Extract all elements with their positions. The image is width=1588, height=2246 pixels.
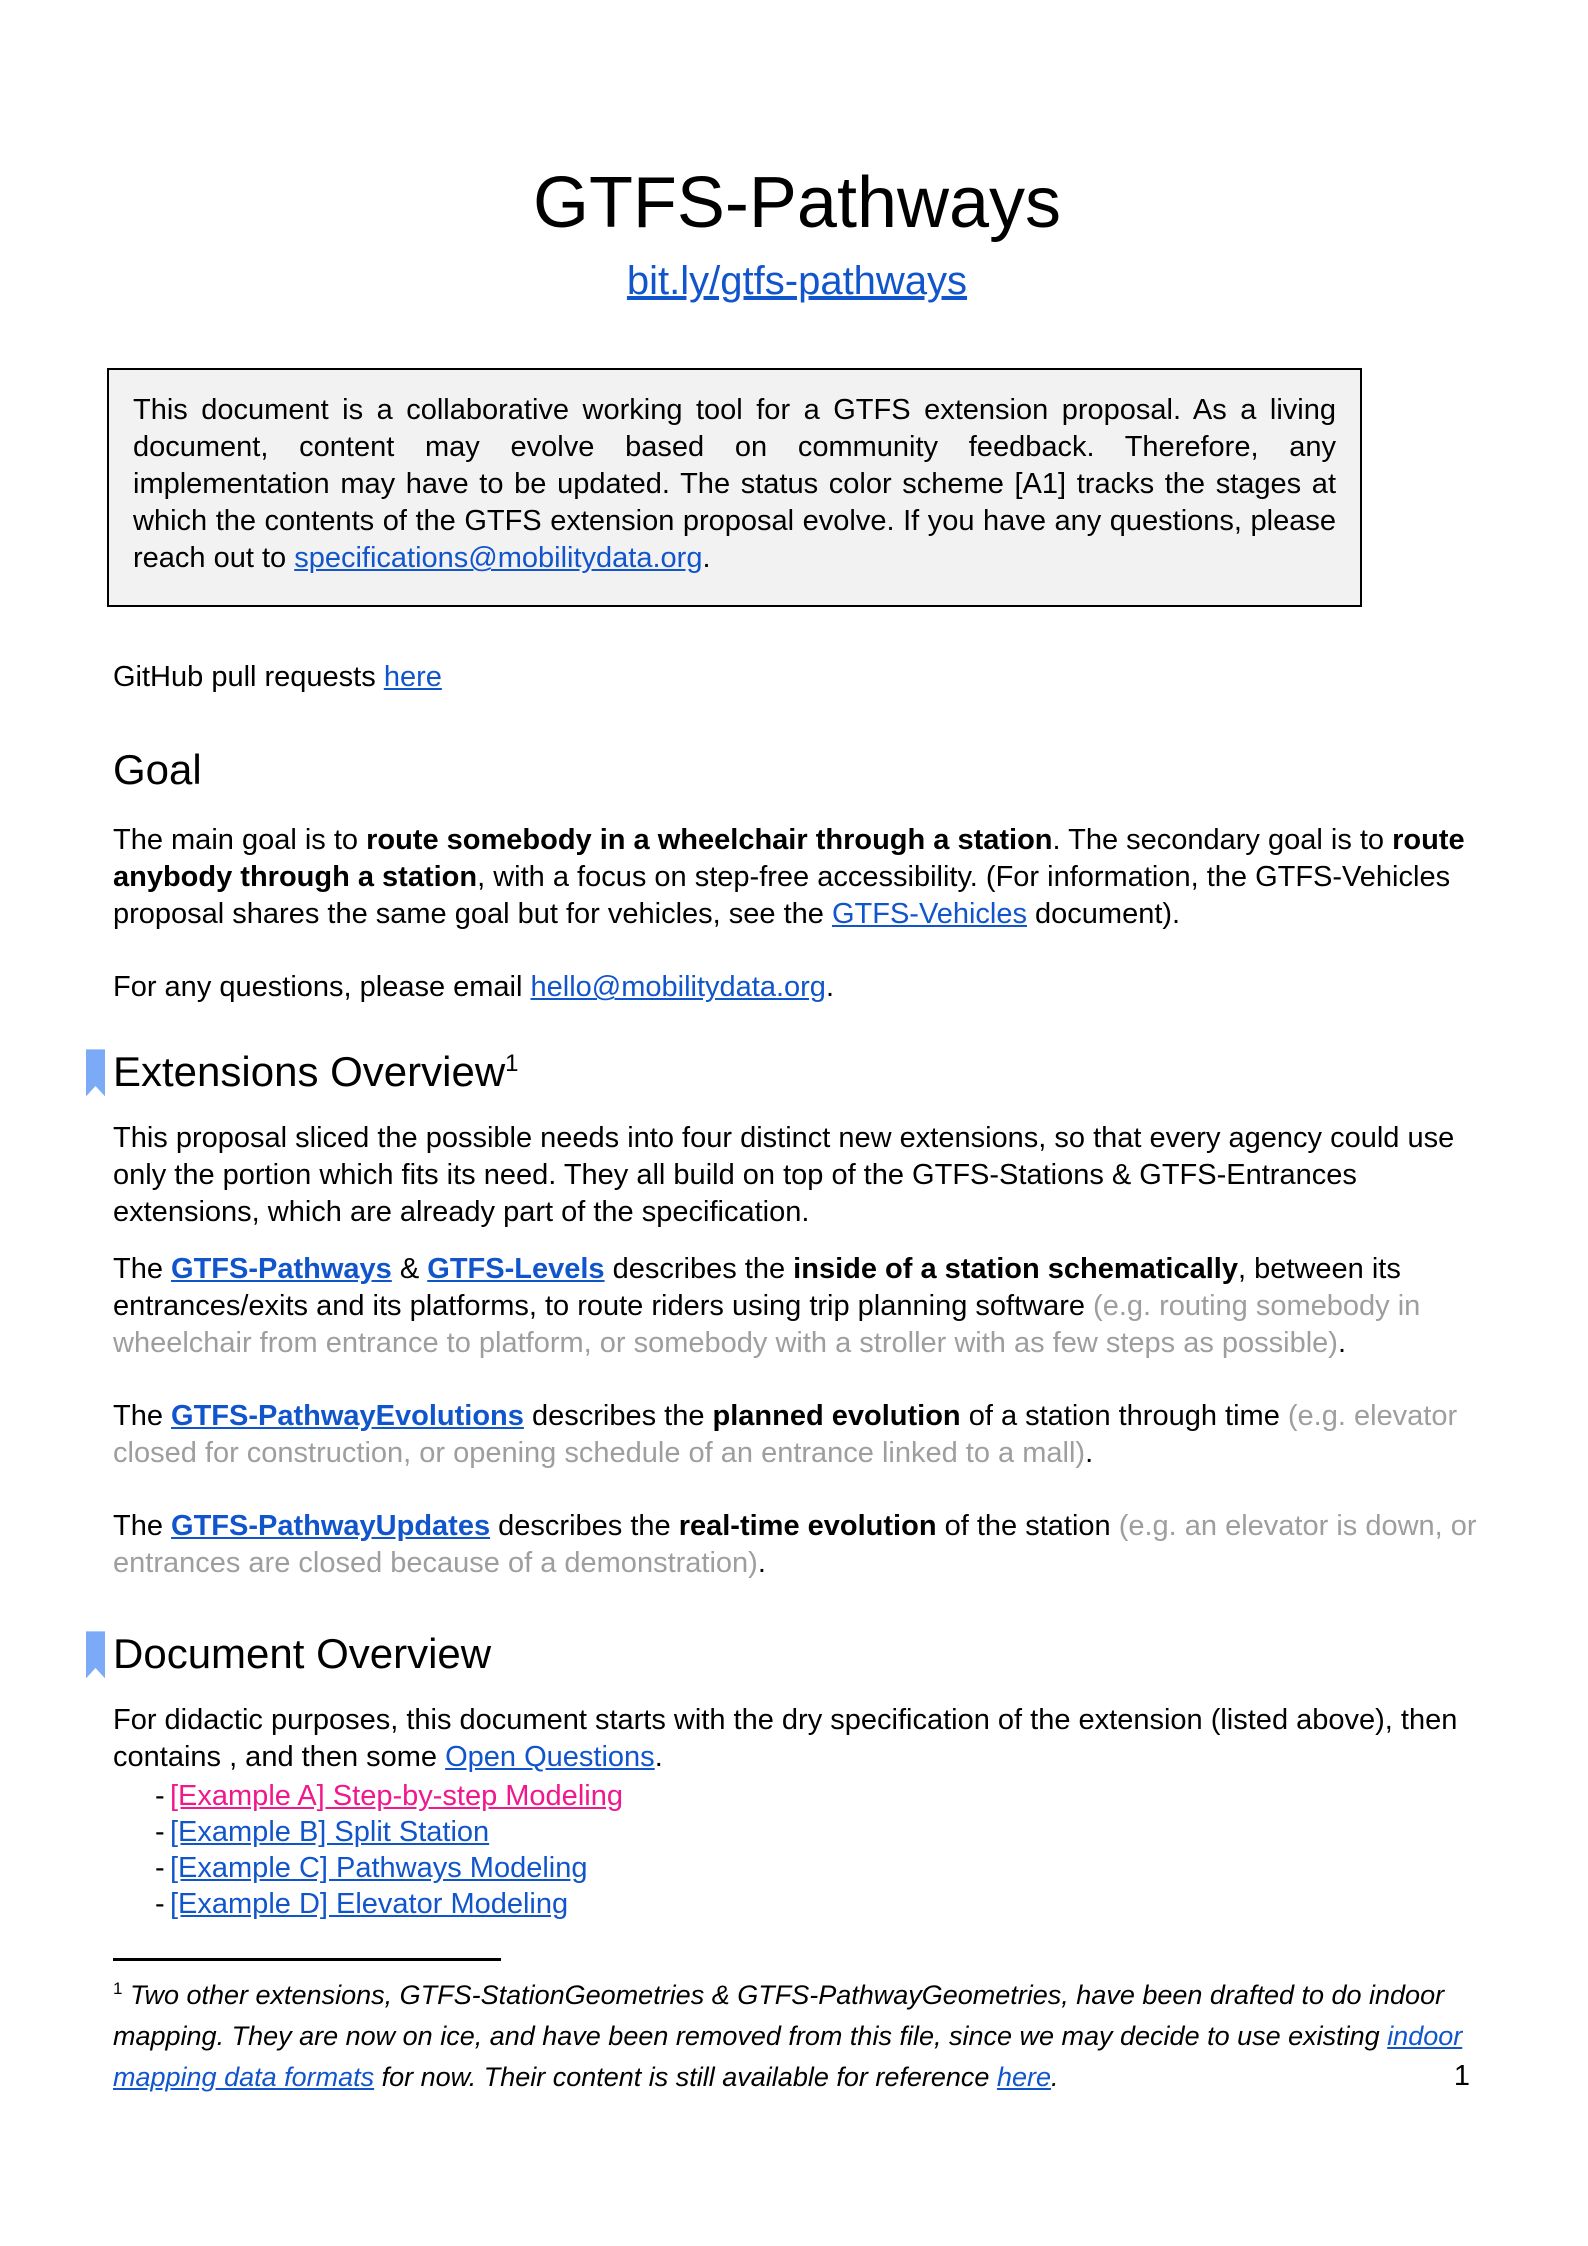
pathways-text: & [391,1253,428,1286]
bookmark-icon [86,1049,105,1096]
list-item [113,1778,1481,1814]
evolutions-text-end: . [1085,1437,1094,1470]
github-pull-requests-line [113,659,1481,696]
updates-text: describes the [490,1510,679,1543]
subtitle-link[interactable]: bit.ly/gtfs-pathways [626,259,968,304]
list-dash: - [155,1852,165,1885]
updates-text-end: . [757,1547,766,1580]
questions-paragraph [113,969,1481,1006]
bookmark-icon [86,1631,105,1678]
document-intro-paragraph [113,1702,1481,1776]
document-title: GTFS-Pathways [532,163,1062,243]
evolutions-gray-example: (e.g. elevator closed for construction, or opening schedule of an entrance linked to a mall) [113,1400,1458,1470]
document-overview-heading [113,1628,1481,1680]
document-intro-text: For didactic purposes, this document starts with the dry specification of the extension (listed above), then contains , and then some [113,1704,1458,1774]
pathways-gray-example: (e.g. routing somebody in wheelchair from entrance to platform, or somebody with a stroller with as few steps as possible) [113,1290,1421,1360]
extensions-overview-heading [113,1046,1481,1098]
example-c-link[interactable]: [Example C] Pathways Modeling [170,1852,588,1885]
pathways-text: describes the [604,1253,794,1286]
extensions-intro-paragraph: This proposal sliced the possible needs into four distinct new extensions, so that every agency could use only the portion which fits its need. They all build on top of the GTFS-Stations & GTFS-Entrances extensions, which are already part of the specification. [113,1122,1455,1229]
examples-list [113,1778,1481,1922]
notice-text-end: . [702,542,711,575]
evolutions-bold-text: planned evolution [712,1400,961,1433]
pathways-paragraph [113,1251,1481,1362]
updates-text: The [113,1510,172,1543]
footnote-here-link[interactable]: here [996,2062,1051,2092]
goal-heading: Goal [113,746,202,794]
list-dash: - [155,1888,165,1921]
example-a-link[interactable]: [Example A] Step-by-step Modeling [170,1780,623,1813]
hello-email-link[interactable]: hello@mobilitydata.org [530,971,826,1004]
goal-bold-main: route somebody in a wheelchair through a station [366,824,1053,857]
updates-bold-text: real-time evolution [678,1510,937,1543]
example-d-link[interactable]: [Example D] Elevator Modeling [170,1888,569,1921]
gtfs-pathways-link[interactable]: GTFS-Pathways [171,1253,392,1286]
list-dash: - [155,1816,165,1849]
evolutions-text: of a station through time [960,1400,1288,1433]
goal-bold-secondary: route anybody through a station [113,824,1465,894]
footnote-separator [113,1958,501,1961]
list-item [113,1850,1481,1886]
footnote-body-text: Two other extensions, GTFS-StationGeometries & GTFS-PathwayGeometries, have been drafted to do indoor mapping. They are now on ice, and have been removed from this file, since we may decide to use existing [113,1980,1445,2051]
list-item [113,1886,1481,1922]
extensions-heading-text: Extensions Overview [113,1048,506,1096]
pathways-text: , between its entrances/exits and its platforms, to route riders using trip planning software [113,1253,1401,1323]
gtfs-pathwayupdates-link[interactable]: GTFS-PathwayUpdates [171,1510,491,1543]
goal-text: , with a focus on step-free accessibility. (For information, the GTFS-Vehicles proposal shares the same goal but for vehicles, see the [113,861,1451,931]
notice-box [107,368,1362,607]
footnote-marker: 1 [113,1979,123,1998]
example-b-link[interactable]: [Example B] Split Station [170,1816,490,1849]
goal-text: The main goal is to [113,824,367,857]
footnote-body-text-end: . [1050,2062,1059,2092]
evolutions-text: The [113,1400,172,1433]
list-item [113,1814,1481,1850]
pathways-bold-text: inside of a station schematically [793,1253,1238,1286]
updates-paragraph [113,1508,1481,1582]
footnote-reference[interactable]: 1 [505,1050,519,1078]
goal-paragraph [113,822,1481,933]
open-questions-link[interactable]: Open Questions [445,1741,655,1774]
footnote-area [113,1958,1481,2098]
goal-text: . The secondary goal is to [1052,824,1393,857]
updates-gray-example: (e.g. an elevator is down, or entrances are closed because of a demonstration) [113,1510,1477,1580]
evolutions-text: describes the [523,1400,713,1433]
questions-text: For any questions, please email [113,971,531,1004]
document-intro-text-end: . [654,1741,663,1774]
notice-text: This document is a collaborative working tool for a GTFS extension proposal. As a living document, content may evolve based on community feedback. Therefore, any implementation may have to be updated. The status color scheme [A1] tracks the stages at which the contents of the GTFS extension proposal evolve. If you have any questions, please reach out to [133,394,1336,575]
page-number: 1 [1453,2060,1470,2092]
document-subtitle [113,256,1481,306]
specifications-email-link[interactable]: specifications@mobilitydata.org [294,542,703,575]
goal-text: document). [1026,898,1181,931]
github-here-link[interactable]: here [383,661,442,694]
page-content [113,160,1481,1922]
list-dash: - [155,1780,165,1813]
updates-text: of the station [936,1510,1119,1543]
questions-text-end: . [825,971,834,1004]
indoor-mapping-formats-link[interactable]: indoor mapping data formats [113,2021,1463,2092]
footnote-body-text: for now. Their content is still available for reference [374,2062,997,2092]
pathways-text: The [113,1253,172,1286]
evolutions-paragraph [113,1398,1481,1472]
gtfs-vehicles-link[interactable]: GTFS-Vehicles [831,898,1027,931]
pathways-text-end: . [1337,1327,1347,1360]
gtfs-levels-link[interactable]: GTFS-Levels [427,1253,605,1286]
document-heading-text: Document Overview [113,1630,492,1678]
github-text: GitHub pull requests [113,661,384,694]
gtfs-pathwayevolutions-link[interactable]: GTFS-PathwayEvolutions [171,1400,524,1433]
footnote-text [113,1975,1481,2098]
